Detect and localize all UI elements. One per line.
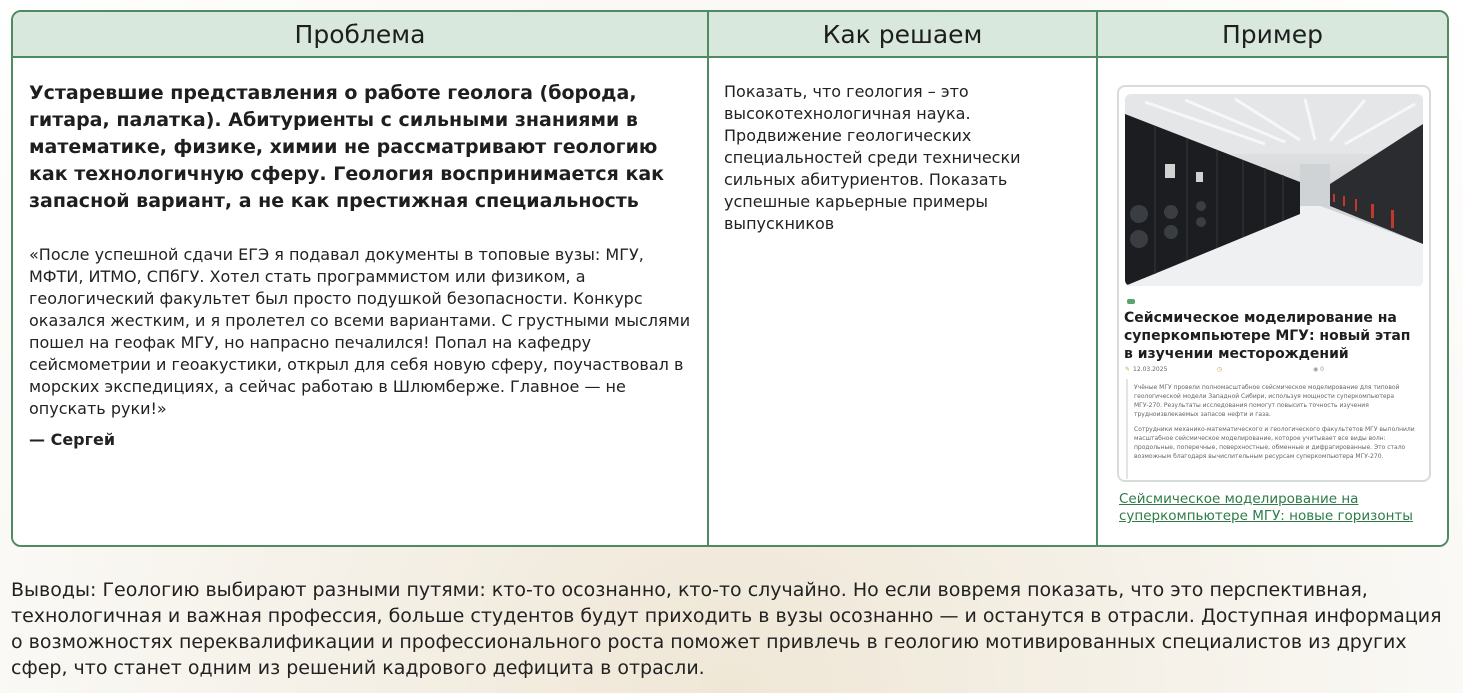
header-problem: Проблема — [13, 12, 709, 58]
card-date: ✎ 12.03.2025 — [1125, 366, 1168, 373]
header-how: Как решаем — [709, 12, 1098, 58]
category-tag — [1127, 299, 1135, 304]
card-title: Сейсмическое моделирование на суперкомпьютере МГУ: новый этап в изучении месторождений — [1124, 310, 1411, 362]
clock-icon: ◷ — [1217, 366, 1223, 373]
how-cell — [709, 58, 1098, 545]
views-count: ◉ 0 — [1313, 366, 1324, 373]
problem-cell — [13, 58, 709, 545]
problem-title: Устаревшие представления о работе геолога (борода, гитара, палатка). Абитуриенты с сильными знаниями в математике, физике, химии не рассматривают геологию как технологичную сферу. Геология воспринимается как запасной вариант, а не как престижная специальность — [29, 82, 665, 212]
calendar-icon: ✎ — [1125, 366, 1131, 373]
conclusion-text: Выводы: Геологию выбирают разными путями: кто-то осознанно, кто-то случайно. Но если вовремя показать, что это перспективная, технологичная и важная профессия, больше студентов будут приходить в вузы осознанно — и останутся в отрасли. Доступная информация о возможностях переквалификации и профессионального роста поможет привлечь в геологию мотивированных специалистов из других сфер, что станет одним из решений кадрового дефицита в отрасли. — [11, 579, 1442, 679]
news-card[interactable] — [1117, 85, 1431, 482]
comparison-table — [11, 10, 1449, 547]
header-example: Пример — [1098, 12, 1447, 58]
article-link[interactable]: Сейсмическое моделирование на суперкомпьютере МГУ: новые горизонты — [1119, 491, 1413, 524]
example-cell — [1098, 58, 1447, 545]
card-body — [1126, 379, 1424, 479]
supercomputer-photo — [1125, 94, 1423, 286]
quote-author: — Сергей — [29, 430, 116, 449]
how-text: Показать, что геология – это высокотехнологичная наука. Продвижение геологических специальностей среди технически сильных абитуриентов. Показать успешные карьерные примеры выпускников — [724, 82, 1021, 233]
card-body-p1: Учёные МГУ провели полномасштабное сейсмическое моделирование для типовой геологической модели Западной Сибири, используя мощности суперкомпьютера МГУ-270. Результаты исследования помогут повысить точность изучения трудноизвлекаемых запасов нефти и газа. — [1134, 384, 1400, 418]
card-meta — [1125, 366, 1425, 376]
student-quote: «После успешной сдачи ЕГЭ я подавал документы в топовые вузы: МГУ, МФТИ, ИТМО, СПбГУ. Хотел стать программистом или физиком, а геологический факультет был просто подушкой безопасности. Конкурс оказался жестким, и я пролетел со всеми вариантами. С грустными мыслями пошел на геофак МГУ, но напрасно печалился! Попал на кафедру сейсмометрии и геоакустики, открыл для себя новую сферу, поучаствовал в морских экспедициях, а сейчас работаю в Шлюмберже. Главное — не опускать руки!» — [29, 245, 691, 418]
card-body-p2: Сотрудники механико-математического и геологического факультетов МГУ выполнили масштабное сейсмическое моделирование, которое учитывает все виды волн: продольные, поперечные, поверхностные, обменные и дифрагированные. Это стало возможным благодаря вычислительным ресурсам суперкомпьютера МГУ-270. — [1134, 426, 1415, 460]
